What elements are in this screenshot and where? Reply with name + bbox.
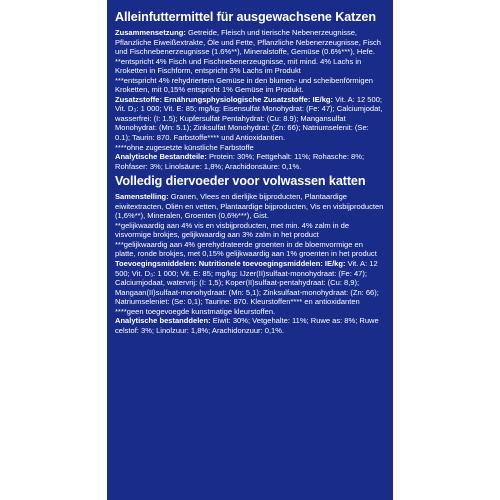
dutch-note-fish: **gelijkwaardig aan 4% vis en visbijproducten, met min. 4% zalm in de visvormige brokjes, gelijkwaardig aan 3% zalm in het product [115, 220, 350, 240]
german-analytic-label: Analytische Bestandteile: [115, 152, 207, 162]
german-additives [115, 95, 385, 143]
dutch-additives [115, 259, 385, 307]
dutch-note-colour: ****geen toegevoegde kunstmatige kleurstoffen. [115, 306, 276, 316]
dutch-note-vegetables: ***gelijkwaardig aan 4% gerehydrateerde groenten in de bloemvormige en platte, ronde brokjes, met 0,15% gelijkwaardig aan 1% groenten in het product [115, 239, 377, 259]
german-composition-label: Zusammensetzung: [115, 28, 186, 37]
dutch-analytic [115, 316, 385, 335]
dutch-analytic-text: Eiwit: 30%; Vetgehalte: 11%; Ruwe as: 8%; Ruwe celstof: 3%; Linolzuur: 1,8%; Arachidonzuur: 0,1%. [115, 316, 379, 335]
german-composition-text: Getreide, Fleisch und tierische Nebenerzeugnisse, Pflanzliche Eiweißextrakte, Öle und Fette, Pflanzliche Nebenerzeugnisse, Fisch und Fischnebenerzeugnisse (1.6%**), Mineralstoffe, Gemüse (0.6%***), Hefe. [115, 28, 381, 57]
german-note-colour: ****ohne zugesetzte künstliche Farbstoffe [115, 142, 254, 152]
dutch-composition-label: Samenstelling: [115, 192, 169, 202]
german-analytic [115, 152, 385, 171]
german-note-vegetables: ***entspricht 4% rehydriertem Gemüse in den blumen- und scheibenförmigen Kroketten, mit 0,15% entspricht 1% Gemüse im Produkt. [115, 75, 373, 95]
german-analytic-text: Protein: 30%; Fettgehalt: 11%; Rohasche: 8%; Rohfaser: 3%; Linolsäure: 1,8%; Arachidonsäure: 0,1%. [115, 152, 365, 171]
dutch-composition [115, 192, 385, 221]
pet-food-label-panel [107, 0, 393, 500]
german-title: Alleinfuttermittel für ausgewachsene Katzen [115, 10, 376, 24]
german-additives-text: Vit. A: 12 500; Vit. D₃: 1 000; Vit. E: 85; mg/kg: Eisensulfat Monohydrat: (Fe: 47); Calciumjodat, wasserfrei: (I: 1.5); Kupfersulfat Pentahydrat: (Cu: 8.9); Mangansulfat Monohydrat: (Mn: 5.1); Zinksulfat Monohydrat: (Zn: 66); Natriumselenit: (Se: 0.1); Taurin: 870. Farbstoffe**** und Antioxidantien. [115, 94, 383, 143]
german-note-fish: **entspricht 4% Fisch und Fischnebenerzeugnisse, mit mind. 4% Lachs in Kroketten in Fischform, entspricht 3% Lachs im Produkt [115, 56, 362, 76]
german-composition [115, 28, 385, 57]
dutch-title: Volledig diervoeder voor volwassen katten [115, 174, 366, 189]
dutch-additives-label: Toevoegingsmiddelen: Nutritionele toevoegingsmiddelen: IE/kg: [115, 259, 346, 269]
german-additives-label: Zusatzstoffe: Ernährungsphysiologische Zusatzstoffe: IE/kg: [115, 94, 334, 104]
dutch-composition-text: Granen, Vlees en dierlijke bijproducten, Plantaardige eiwitextracten, Oliën en vetten, Plantaardige bijproducten, Vis en visbijproducten (1,6%**), Mineralen, Groenten (0,6%***), Gist. [115, 192, 384, 221]
dutch-additives-text: Vit. A: 12 500; Vit. D₃: 1 000; Vit. E: 85; mg/kg: IJzer(II)sulfaat-monohydraat: (Fe: 47); Calciumjodaat, watervrij: (I: 1,5); Koper(II)sulfaat-pentahydraat: (Cu: 8,9); Mangaan(II)sulfaat-monohydraat: (Mn: 5,1); Zinksulfaat-monohydraat: (Zn: 66); Natriumseleniet: (Se: 0,1); Taurine: 870. Kleurstoffen**** en antioxidanten [115, 259, 379, 307]
dutch-analytic-label: Analytische bestanddelen: [115, 316, 211, 326]
